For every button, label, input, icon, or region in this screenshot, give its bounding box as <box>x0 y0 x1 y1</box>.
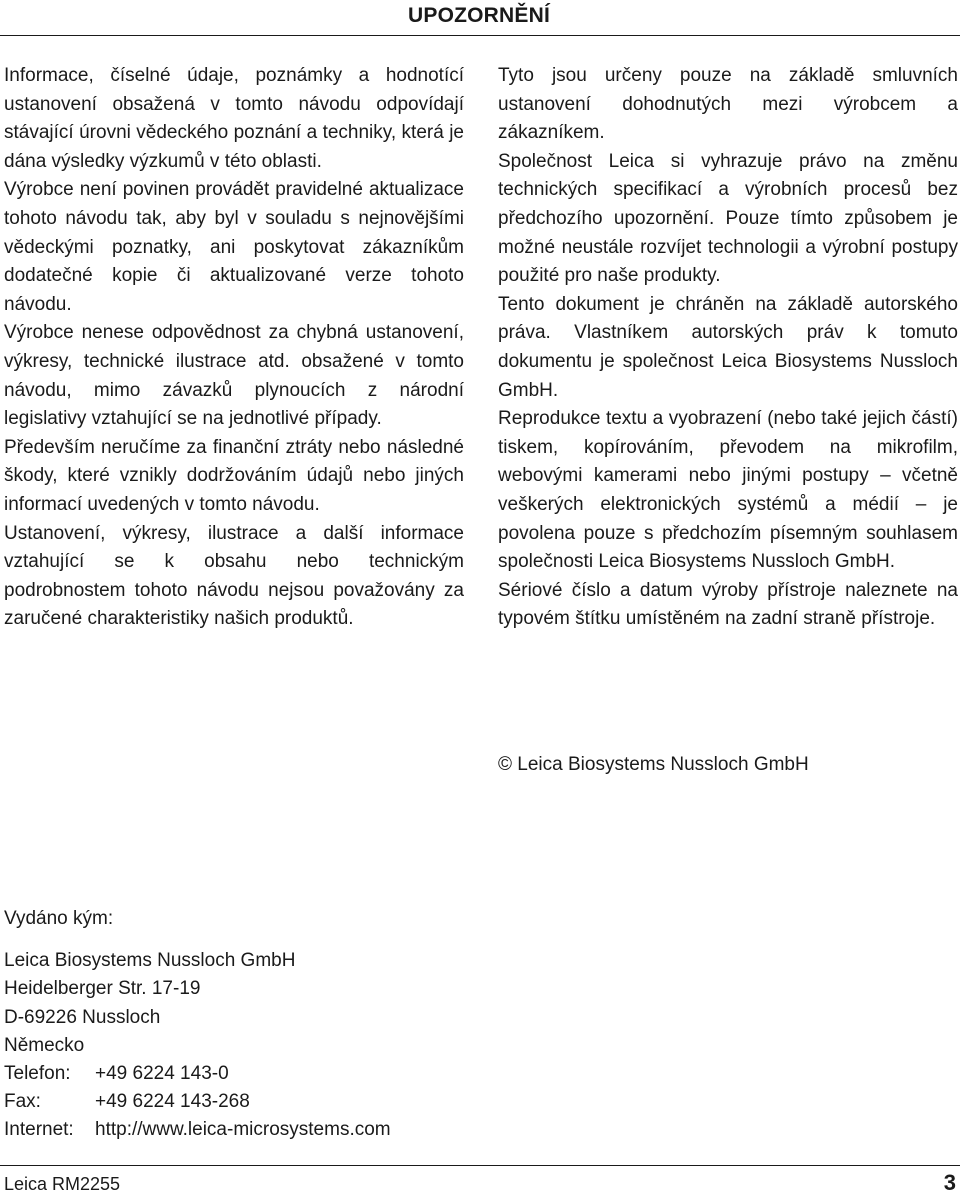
publisher-block <box>4 905 391 1145</box>
paragraph: Výrobce není povinen provádět pravidelné aktualizace tohoto návodu tak, aby byl v souladu s nejnovějšími vědeckými poznatky, ani poskytovat zákazníkům dodatečné kopie či aktualizované verze tohoto návodu. <box>4 179 464 315</box>
paragraph: Společnost Leica si vyhrazuje právo na změnu technických specifikací a výrobních procesů bez předchozího upozornění. Pouze tímto způsobem je možné neustále rozvíjet technologii a výrobní postupy použité pro naše produkty. <box>498 150 958 287</box>
footer-model: Leica RM2255 <box>4 1174 121 1194</box>
page-number: 3 <box>943 1170 956 1195</box>
phone-row <box>4 1060 391 1088</box>
footer-divider <box>0 1165 960 1166</box>
paragraph: Informace, číselné údaje, poznámky a hodnotící ustanovení obsažená v tomto návodu odpovídají stávající úrovni vědeckého poznání a techniky, která je dána výsledky výzkumů v této oblasti. <box>4 65 464 172</box>
phone-label: Telefon: <box>4 1063 71 1085</box>
publisher-country: Německo <box>4 1034 85 1056</box>
paragraph: Výrobce nenese odpovědnost za chybná ustanovení, výkresy, technické ilustrace atd. obsažené v tomto návodu, mimo závazků plynoucích z národní legislativy vztahující se na jednotlivé případy. <box>4 322 464 430</box>
internet-link[interactable]: http://www.leica-microsystems.com <box>95 1119 391 1141</box>
internet-label: Internet: <box>4 1119 74 1141</box>
paragraph: Sériové číslo a datum výroby přístroje naleznete na typovém štítku umístěném na zadní straně přístroje. <box>498 579 958 630</box>
internet-row <box>4 1116 391 1144</box>
paragraph: Tyto jsou určeny pouze na základě smluvních ustanovení dohodnutých mezi výrobcem a zákazníkem. <box>498 65 958 144</box>
paragraph: Tento dokument je chráněn na základě autorského práva. Vlastníkem autorských práv k tomuto dokumentu je společnost Leica Biosystems Nussloch GmbH. <box>498 293 958 401</box>
right-column <box>498 62 958 634</box>
paragraph: Reprodukce textu a vyobrazení (nebo také jejich částí) tiskem, kopírováním, převodem na mikrofilm, webovými kamerami nebo jinými postupy – včetně veškerých elektronických systémů a médií – je povolena pouze s předchozím písemným souhlasem společnosti Leica Biosystems Nussloch GmbH. <box>498 408 958 573</box>
paragraph: Především neručíme za finanční ztráty nebo následné škody, které vznikly dodržováním údajů nebo jiných informací uvedených v tomto návodu. <box>4 436 464 515</box>
spacer <box>4 933 391 947</box>
paragraph: Ustanovení, výkresy, ilustrace a další informace vztahující se k obsahu nebo technickým podrobnostem tohoto návodu nejsou považovány za zaručené charakteristiky našich produktů. <box>4 522 464 630</box>
fax-row <box>4 1088 391 1116</box>
phone-value: +49 6224 143-0 <box>95 1063 229 1085</box>
left-column <box>4 62 464 634</box>
fax-label: Fax: <box>4 1091 41 1113</box>
page-title: UPOZORNĚNÍ <box>408 4 551 27</box>
fax-value: +49 6224 143-268 <box>95 1091 250 1113</box>
publisher-heading: Vydáno kým: <box>4 908 114 929</box>
publisher-street: Heidelberger Str. 17-19 <box>4 978 201 1000</box>
header-divider <box>0 35 960 36</box>
publisher-company: Leica Biosystems Nussloch GmbH <box>4 950 296 972</box>
publisher-city: D-69226 Nussloch <box>4 1006 161 1028</box>
copyright-notice: © Leica Biosystems Nussloch GmbH <box>498 754 809 775</box>
